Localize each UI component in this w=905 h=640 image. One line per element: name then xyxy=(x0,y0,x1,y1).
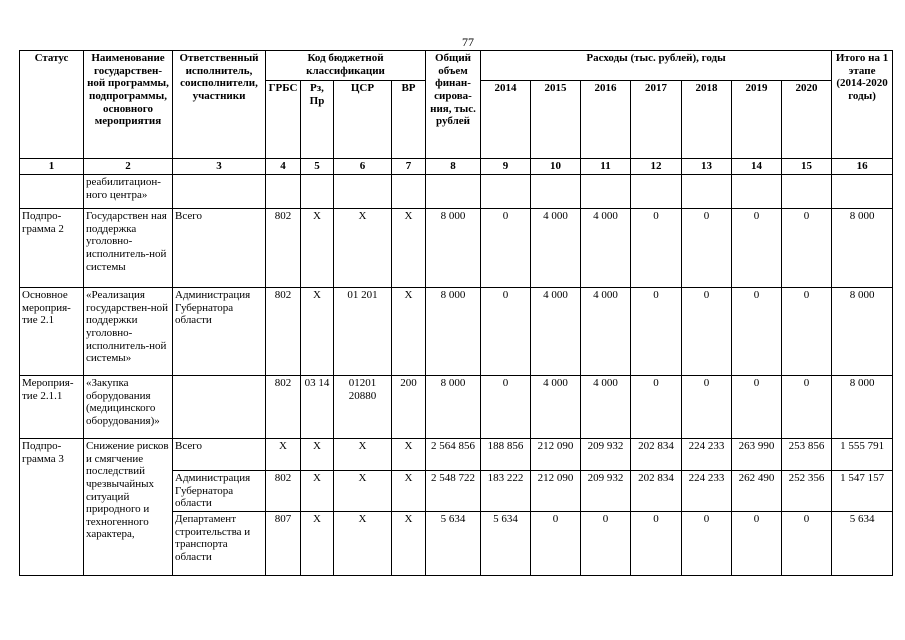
year-value-cell: 0 xyxy=(481,376,531,439)
year-value-cell xyxy=(531,175,581,209)
header-year: 2017 xyxy=(631,81,682,159)
header-itogo: Итого на 1 этапе (2014-2020 годы) xyxy=(832,51,893,159)
rz-pr-cell xyxy=(301,175,334,209)
column-number: 4 xyxy=(266,159,301,175)
status-cell: Подпро-грамма 2 xyxy=(20,209,84,288)
column-number: 1 xyxy=(20,159,84,175)
year-value-cell: 209 932 xyxy=(581,439,631,471)
year-value-cell: 0 xyxy=(782,209,832,288)
year-value-cell: 0 xyxy=(682,376,732,439)
year-value-cell: 212 090 xyxy=(531,471,581,512)
year-value-cell: 0 xyxy=(682,288,732,376)
year-value-cell xyxy=(682,175,732,209)
year-value-cell: 188 856 xyxy=(481,439,531,471)
program-name-cell: реабилитацион-ного центра» xyxy=(84,175,173,209)
csr-cell: Х xyxy=(334,439,392,471)
year-value-cell: 202 834 xyxy=(631,439,682,471)
year-value-cell: 0 xyxy=(732,376,782,439)
table-row xyxy=(20,439,893,471)
executor-cell xyxy=(173,376,266,439)
csr-cell xyxy=(334,175,392,209)
grbs-cell: Х xyxy=(266,439,301,471)
status-cell: Основное мероприя-тие 2.1 xyxy=(20,288,84,376)
year-value-cell: 252 356 xyxy=(782,471,832,512)
grbs-cell: 802 xyxy=(266,471,301,512)
column-number: 13 xyxy=(682,159,732,175)
vr-cell: Х xyxy=(392,511,426,575)
grbs-cell: 802 xyxy=(266,209,301,288)
year-value-cell: 0 xyxy=(631,376,682,439)
year-value-cell: 212 090 xyxy=(531,439,581,471)
status-cell xyxy=(20,175,84,209)
column-number: 2 xyxy=(84,159,173,175)
executor-cell: Администрация Губернатора области xyxy=(173,471,266,512)
total-cell: 5 634 xyxy=(426,511,481,575)
table-row xyxy=(20,175,893,209)
vr-cell: Х xyxy=(392,439,426,471)
rz-pr-cell: 03 14 xyxy=(301,376,334,439)
executor-cell: Всего xyxy=(173,439,266,471)
program-name-cell: Снижение рисков и смягчение последствий чрезвычайных ситуаций природного и техногенного характера, xyxy=(84,439,173,576)
header-year: 2016 xyxy=(581,81,631,159)
program-name-cell: «Реализация государствен-ной поддержки уголовно-исполнитель-ной системы» xyxy=(84,288,173,376)
csr-cell: Х xyxy=(334,471,392,512)
vr-cell: 200 xyxy=(392,376,426,439)
year-value-cell: 0 xyxy=(782,376,832,439)
year-value-cell: 4 000 xyxy=(531,209,581,288)
header-year: 2015 xyxy=(531,81,581,159)
year-value-cell: 0 xyxy=(782,511,832,575)
itogo-cell xyxy=(832,175,893,209)
rz-pr-cell: Х xyxy=(301,511,334,575)
year-value-cell xyxy=(581,175,631,209)
column-number: 15 xyxy=(782,159,832,175)
vr-cell: Х xyxy=(392,471,426,512)
total-cell: 8 000 xyxy=(426,209,481,288)
year-value-cell: 0 xyxy=(631,511,682,575)
vr-cell: Х xyxy=(392,209,426,288)
year-value-cell: 209 932 xyxy=(581,471,631,512)
header-executor: Ответственный исполнитель, соисполнители, участники xyxy=(173,51,266,159)
total-cell xyxy=(426,175,481,209)
csr-cell: Х xyxy=(334,511,392,575)
table-row xyxy=(20,376,893,439)
year-value-cell: 0 xyxy=(631,209,682,288)
header-year: 2014 xyxy=(481,81,531,159)
header-grbs: ГРБС xyxy=(266,81,301,159)
column-number: 5 xyxy=(301,159,334,175)
total-cell: 2 548 722 xyxy=(426,471,481,512)
year-value-cell: 0 xyxy=(732,511,782,575)
year-value-cell: 253 856 xyxy=(782,439,832,471)
program-name-cell: Государствен ная поддержка уголовно-исполнитель-ной системы xyxy=(84,209,173,288)
vr-cell: Х xyxy=(392,288,426,376)
year-value-cell: 0 xyxy=(481,288,531,376)
header-vr: ВР xyxy=(392,81,426,159)
itogo-cell: 8 000 xyxy=(832,288,893,376)
column-number: 6 xyxy=(334,159,392,175)
executor-cell: Всего xyxy=(173,209,266,288)
itogo-cell: 8 000 xyxy=(832,376,893,439)
table-row xyxy=(20,209,893,288)
column-number: 16 xyxy=(832,159,893,175)
rz-pr-cell: Х xyxy=(301,209,334,288)
year-value-cell: 4 000 xyxy=(581,376,631,439)
year-value-cell: 263 990 xyxy=(732,439,782,471)
year-value-cell: 0 xyxy=(682,209,732,288)
status-cell: Мероприя-тие 2.1.1 xyxy=(20,376,84,439)
year-value-cell: 224 233 xyxy=(682,439,732,471)
itogo-cell: 8 000 xyxy=(832,209,893,288)
header-rz-pr: Рз, Пр xyxy=(301,81,334,159)
year-value-cell: 4 000 xyxy=(581,288,631,376)
total-cell: 8 000 xyxy=(426,288,481,376)
year-value-cell: 0 xyxy=(732,288,782,376)
column-number: 3 xyxy=(173,159,266,175)
header-status: Статус xyxy=(20,51,84,159)
year-value-cell xyxy=(631,175,682,209)
column-number: 14 xyxy=(732,159,782,175)
total-cell: 8 000 xyxy=(426,376,481,439)
header-csr: ЦСР xyxy=(334,81,392,159)
executor-cell: Администрация Губернатора области xyxy=(173,288,266,376)
year-value-cell: 4 000 xyxy=(531,376,581,439)
column-number: 12 xyxy=(631,159,682,175)
status-cell: Подпро-грамма 3 xyxy=(20,439,84,576)
year-value-cell: 224 233 xyxy=(682,471,732,512)
header-program-name: Наименование государствен-ной программы, подпрограммы, основного мероприятия xyxy=(84,51,173,159)
year-value-cell: 4 000 xyxy=(531,288,581,376)
total-cell: 2 564 856 xyxy=(426,439,481,471)
column-number: 10 xyxy=(531,159,581,175)
header-year: 2018 xyxy=(682,81,732,159)
budget-table xyxy=(19,50,893,576)
grbs-cell: 802 xyxy=(266,288,301,376)
rz-pr-cell: Х xyxy=(301,439,334,471)
year-value-cell: 0 xyxy=(682,511,732,575)
year-value-cell xyxy=(782,175,832,209)
year-value-cell: 0 xyxy=(481,209,531,288)
header-total-volume: Общий объем финан-сирова-ния, тыс. рублей xyxy=(426,51,481,159)
header-year: 2020 xyxy=(782,81,832,159)
csr-cell: 01201 20880 xyxy=(334,376,392,439)
grbs-cell: 807 xyxy=(266,511,301,575)
csr-cell: 01 201 xyxy=(334,288,392,376)
year-value-cell: 0 xyxy=(581,511,631,575)
header-year: 2019 xyxy=(732,81,782,159)
executor-cell: Департамент строительства и транспорта области xyxy=(173,511,266,575)
year-value-cell: 4 000 xyxy=(581,209,631,288)
year-value-cell: 0 xyxy=(782,288,832,376)
year-value-cell xyxy=(732,175,782,209)
itogo-cell: 1 555 791 xyxy=(832,439,893,471)
header-budget-code: Код бюджетной классификации xyxy=(266,51,426,81)
itogo-cell: 5 634 xyxy=(832,511,893,575)
column-number-row xyxy=(20,159,893,175)
year-value-cell: 0 xyxy=(631,288,682,376)
table-row xyxy=(20,288,893,376)
csr-cell: Х xyxy=(334,209,392,288)
year-value-cell xyxy=(481,175,531,209)
column-number: 7 xyxy=(392,159,426,175)
vr-cell xyxy=(392,175,426,209)
executor-cell xyxy=(173,175,266,209)
itogo-cell: 1 547 157 xyxy=(832,471,893,512)
year-value-cell: 0 xyxy=(531,511,581,575)
year-value-cell: 183 222 xyxy=(481,471,531,512)
rz-pr-cell: Х xyxy=(301,288,334,376)
rz-pr-cell: Х xyxy=(301,471,334,512)
column-number: 8 xyxy=(426,159,481,175)
header-expenses: Расходы (тыс. рублей), годы xyxy=(481,51,832,81)
column-number: 9 xyxy=(481,159,531,175)
column-number: 11 xyxy=(581,159,631,175)
year-value-cell: 202 834 xyxy=(631,471,682,512)
year-value-cell: 0 xyxy=(732,209,782,288)
program-name-cell: «Закупка оборудования (медицинского оборудования)» xyxy=(84,376,173,439)
grbs-cell xyxy=(266,175,301,209)
year-value-cell: 262 490 xyxy=(732,471,782,512)
year-value-cell: 5 634 xyxy=(481,511,531,575)
grbs-cell: 802 xyxy=(266,376,301,439)
page-number: 77 xyxy=(462,35,474,49)
